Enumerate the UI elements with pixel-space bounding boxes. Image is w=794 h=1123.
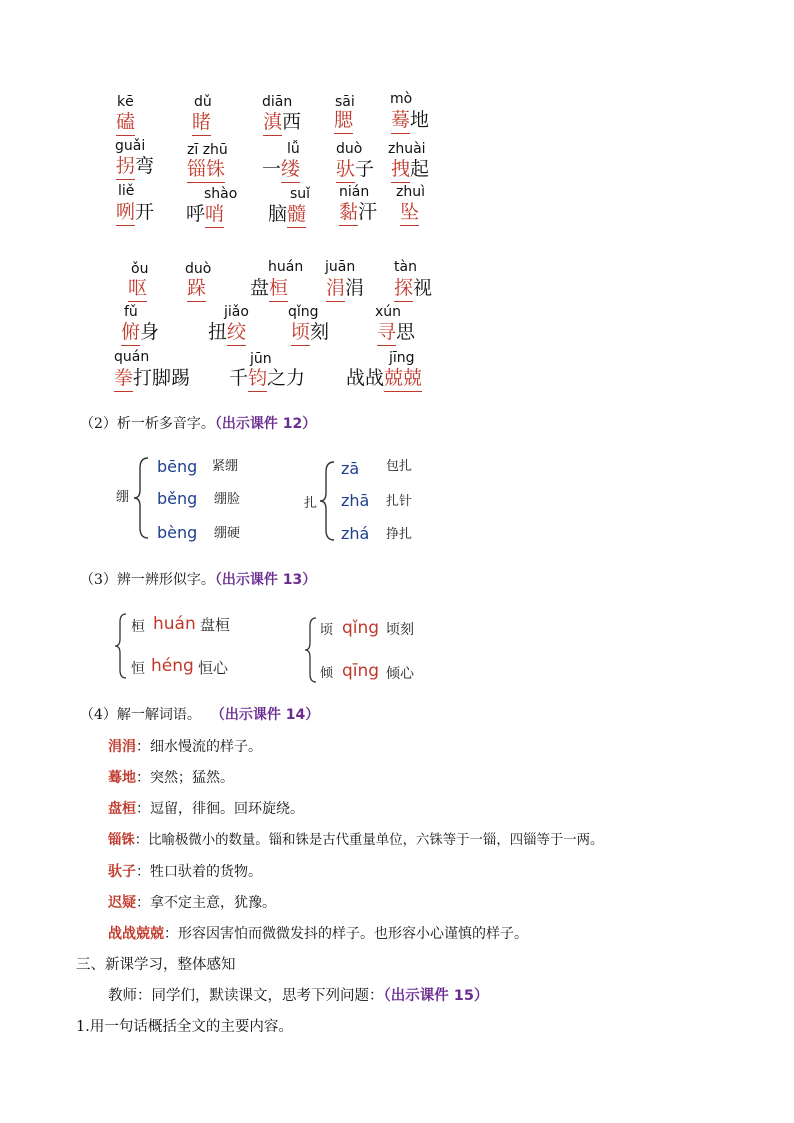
definition-item: 锱铢：比喻极微小的数量。锱和铢是古代重量单位，六铢等于一锱，四锱等于一两。 xyxy=(108,832,604,848)
word: 顷刻 xyxy=(386,622,414,638)
pinyin: duò xyxy=(185,261,212,277)
word: 恒心 xyxy=(198,659,229,677)
pinyin: huán xyxy=(153,614,196,634)
word: 顷刻 xyxy=(291,323,329,342)
polyphone-char: 绷 xyxy=(116,490,130,505)
polyphone-char: 扎 xyxy=(304,496,318,511)
brace-icon xyxy=(132,456,152,540)
word: 蓦地 xyxy=(391,111,429,130)
brace-icon xyxy=(114,612,128,680)
pinyin: qīng xyxy=(342,661,380,681)
word: 脑髓 xyxy=(268,205,306,224)
pinyin: quán xyxy=(114,349,150,365)
word: 拳打脚踢 xyxy=(114,369,190,388)
pinyin: mò xyxy=(390,91,413,107)
word: 探视 xyxy=(394,279,432,298)
word: 磕 xyxy=(116,113,135,132)
pinyin: bēng xyxy=(157,457,198,476)
word: 腮 xyxy=(334,111,353,130)
word: 扭绞 xyxy=(208,323,246,342)
question-1: 1.用一句话概括全文的主要内容。 xyxy=(76,1019,293,1035)
pinyin: shào xyxy=(204,186,238,202)
word: 寻思 xyxy=(377,323,415,342)
pinyin: nián xyxy=(339,184,370,200)
word: 涓涓 xyxy=(326,279,364,298)
brace-icon xyxy=(304,616,318,684)
pinyin: jiǎo xyxy=(224,304,249,320)
word: 睹 xyxy=(192,113,211,132)
pinyin: qǐng xyxy=(288,304,319,320)
pinyin: tàn xyxy=(394,259,417,275)
definition-item: 迟疑：拿不定主意，犹豫。 xyxy=(108,895,276,911)
pinyin: juān xyxy=(325,259,356,275)
word: 挣扎 xyxy=(386,527,413,542)
pinyin: héng xyxy=(151,656,194,676)
word: 锱铢 xyxy=(187,160,225,179)
pinyin: bèng xyxy=(157,523,198,542)
pinyin: diān xyxy=(262,94,293,110)
brace-icon xyxy=(318,460,338,542)
word: 俯身 xyxy=(121,323,159,342)
pinyin: guǎi xyxy=(115,138,146,154)
word: 绷硬 xyxy=(214,526,241,541)
word: 呼哨 xyxy=(186,205,224,224)
word: 绷脸 xyxy=(214,492,241,507)
pinyin: dǔ xyxy=(194,94,212,110)
section-heading: （4）解一解词语。 （出示课件 14） xyxy=(80,707,320,723)
pinyin: lǚ xyxy=(287,141,300,157)
word: 紧绷 xyxy=(212,459,239,474)
word: 倾心 xyxy=(386,666,414,682)
section-heading: （3）辨一辨形似字。（出示课件 13） xyxy=(80,572,317,588)
word: 黏汗 xyxy=(339,203,377,222)
definition-item: 驮子：牲口驮着的货物。 xyxy=(108,864,262,880)
pinyin: zhuài xyxy=(388,141,426,157)
pinyin: huán xyxy=(268,259,304,275)
char: 倾 xyxy=(320,666,334,681)
pinyin: xún xyxy=(375,304,402,320)
word: 盘桓 xyxy=(250,279,288,298)
pinyin: zā xyxy=(341,459,360,478)
word: 千钧之力 xyxy=(229,369,305,388)
word: 咧开 xyxy=(116,203,154,222)
definition-item: 战战兢兢：形容因害怕而微微发抖的样子。也形容小心谨慎的样子。 xyxy=(108,926,528,942)
pinyin: fǔ xyxy=(124,304,138,320)
word: 滇西 xyxy=(263,113,301,132)
word: 跺 xyxy=(187,279,206,298)
pinyin: suǐ xyxy=(290,186,311,202)
word: 坠 xyxy=(400,203,419,222)
char: 恒 xyxy=(131,661,145,677)
word: 包扎 xyxy=(386,459,413,474)
pinyin: ǒu xyxy=(131,261,149,277)
word: 战战兢兢 xyxy=(346,369,422,388)
pinyin: zhuì xyxy=(396,184,425,200)
teacher-prompt: 教师：同学们，默读课文，思考下列问题：（出示课件 15） xyxy=(108,988,489,1004)
definition-item: 蓦地：突然；猛然。 xyxy=(108,770,234,786)
char: 顷 xyxy=(320,623,334,638)
pinyin: duò xyxy=(336,141,363,157)
char: 桓 xyxy=(131,619,145,635)
pinyin: liě xyxy=(118,183,135,199)
pinyin: sāi xyxy=(335,94,355,110)
word: 拐弯 xyxy=(116,157,154,176)
pinyin: jīng xyxy=(389,350,415,366)
word: 一缕 xyxy=(262,160,300,179)
word: 扎针 xyxy=(386,494,413,509)
word: 盘桓 xyxy=(200,616,231,634)
pinyin: jūn xyxy=(250,351,272,367)
section-heading: （2）析一析多音字。（出示课件 12） xyxy=(80,416,317,432)
pinyin: zhá xyxy=(341,524,370,543)
word: 驮子 xyxy=(336,160,374,179)
pinyin: zī zhū xyxy=(187,142,228,158)
pinyin: běng xyxy=(157,489,198,508)
definition-item: 盘桓：逗留，徘徊。回环旋绕。 xyxy=(108,801,304,817)
pinyin: zhā xyxy=(341,491,370,510)
pinyin: qǐng xyxy=(342,618,380,638)
word: 拽起 xyxy=(391,160,429,179)
pinyin: kē xyxy=(117,94,134,110)
word: 呕 xyxy=(128,279,147,298)
definition-item: 涓涓：细水慢流的样子。 xyxy=(108,739,262,755)
part-heading: 三、新课学习，整体感知 xyxy=(76,957,236,973)
